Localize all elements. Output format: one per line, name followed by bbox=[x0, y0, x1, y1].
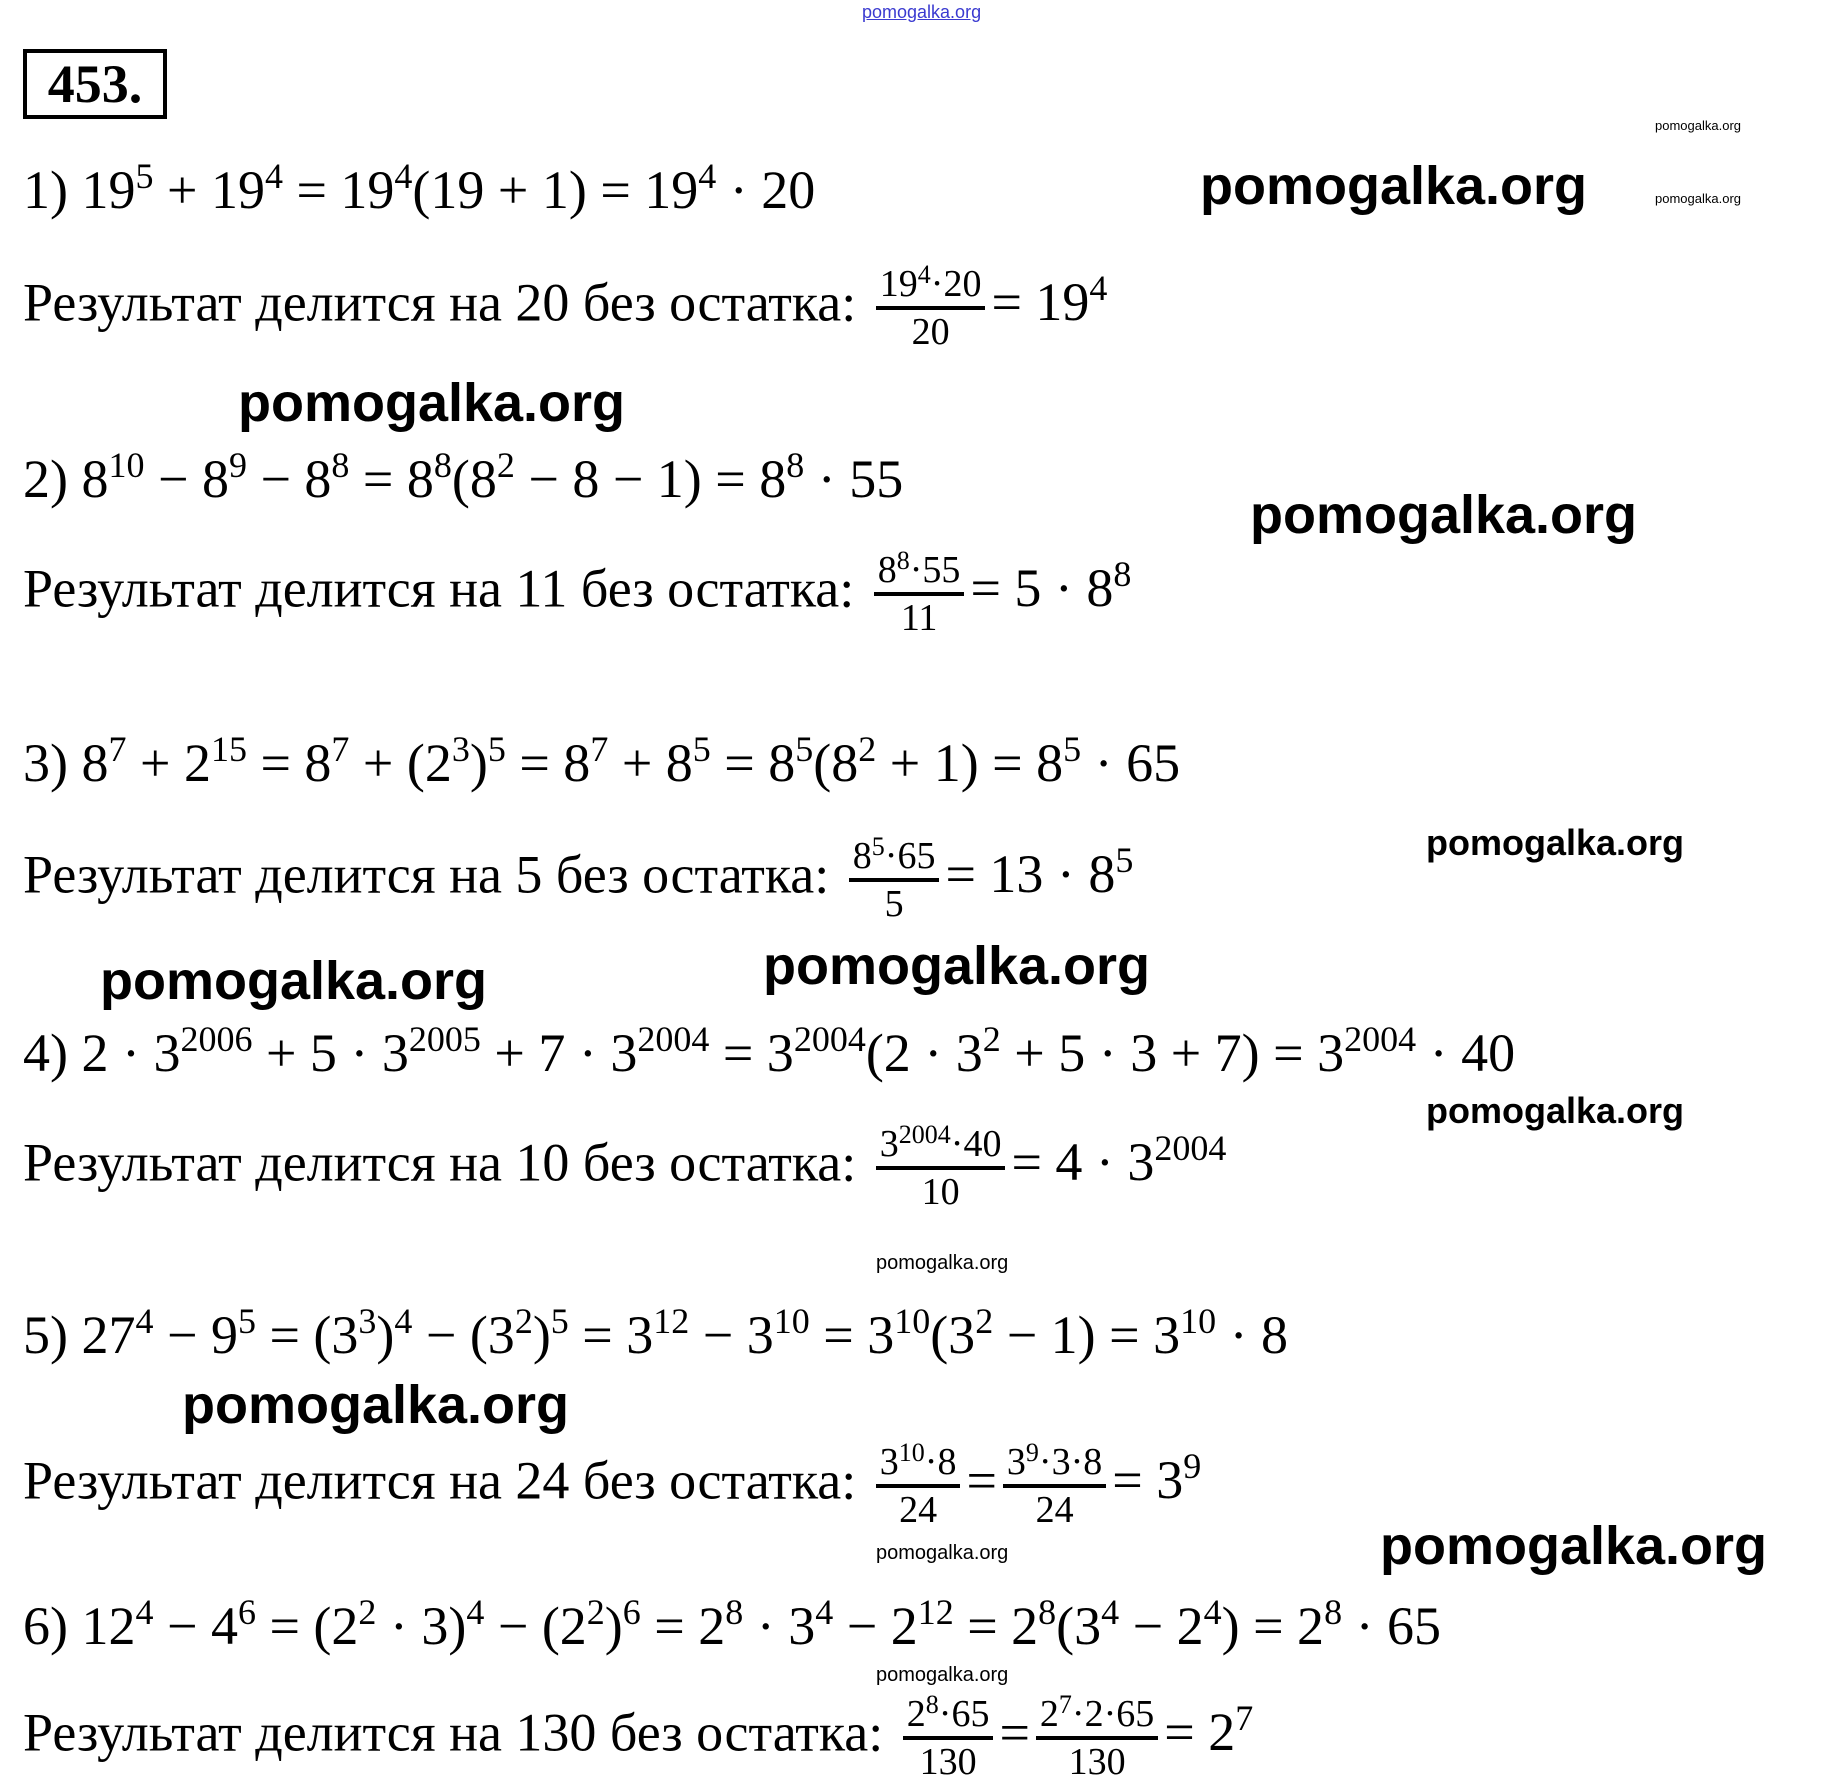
math-exponent: 4 bbox=[815, 1592, 834, 1633]
math-base: (8 bbox=[813, 733, 859, 793]
math-base: 3 bbox=[879, 1441, 899, 1483]
math-base: + 8 bbox=[608, 733, 693, 793]
math-base: ) bbox=[532, 1305, 551, 1365]
math-base: = 4 · 3 bbox=[1011, 1132, 1155, 1193]
header-watermark-link[interactable]: pomogalka.org bbox=[862, 2, 982, 22]
math-exponent: 8 bbox=[433, 445, 452, 486]
math-base: = 2 bbox=[953, 1596, 1039, 1656]
math-base: 2 bbox=[1039, 1693, 1059, 1735]
math-base: · 3 bbox=[743, 1596, 816, 1656]
math-base: = 19 bbox=[991, 272, 1090, 333]
math-exponent: 5 bbox=[795, 729, 814, 770]
result-line bbox=[23, 1692, 1253, 1784]
fraction bbox=[874, 548, 965, 640]
numerator bbox=[903, 1692, 994, 1740]
watermark: pomogalka.org bbox=[1655, 118, 1741, 133]
math-base: − 4 bbox=[153, 1596, 238, 1656]
denominator: 130 bbox=[919, 1741, 977, 1783]
math-base: = bbox=[999, 1702, 1030, 1763]
math-exponent: 5 bbox=[692, 729, 711, 770]
math-exponent: 5 bbox=[487, 729, 506, 770]
math-base: − 1) = 3 bbox=[993, 1305, 1181, 1365]
watermark: pomogalka.org bbox=[1655, 191, 1741, 206]
math-base: 8 bbox=[877, 549, 897, 591]
math-base: (2 · 3 bbox=[865, 1023, 983, 1083]
math-exponent: 4 bbox=[135, 1301, 154, 1342]
math-exponent: 8 bbox=[1113, 554, 1132, 595]
math-base: ·65 bbox=[938, 1693, 990, 1735]
math-exponent: 4 bbox=[1101, 1592, 1120, 1633]
math-exponent: 9 bbox=[1025, 1438, 1039, 1467]
math-exponent: 2 bbox=[586, 1592, 605, 1633]
math-expression bbox=[970, 554, 1132, 619]
result-line bbox=[23, 1440, 1201, 1532]
math-base: = 5 · 8 bbox=[970, 558, 1114, 619]
watermark: pomogalka.org bbox=[1380, 1516, 1768, 1576]
math-base: = bbox=[966, 1450, 997, 1511]
math-base: = 8 bbox=[349, 449, 434, 509]
fraction bbox=[903, 1692, 994, 1784]
fraction bbox=[1003, 1440, 1106, 1532]
problem-label: 5) bbox=[23, 1305, 82, 1365]
watermark: pomogalka.org bbox=[763, 936, 1151, 996]
math-base: ·40 bbox=[950, 1123, 1002, 1165]
math-exponent: 10 bbox=[898, 1438, 925, 1467]
math-exponent: 4 bbox=[1089, 268, 1108, 309]
math-base: − (2 bbox=[484, 1596, 587, 1656]
math-exponent: 10 bbox=[108, 445, 145, 486]
numerator bbox=[1003, 1440, 1106, 1488]
math-base: (19 + 1) = 19 bbox=[412, 160, 699, 220]
numerator bbox=[1036, 1692, 1158, 1740]
result-text: Результат делится на 130 без остатка: bbox=[23, 1702, 897, 1763]
math-exponent: 8 bbox=[725, 1592, 744, 1633]
result-text: Результат делится на 20 без остатка: bbox=[23, 272, 870, 333]
math-base: = 2 bbox=[640, 1596, 726, 1656]
math-base: 12 bbox=[81, 1596, 136, 1656]
math-exponent: 8 bbox=[331, 445, 350, 486]
math-base: 19 bbox=[879, 263, 918, 305]
math-base: ) bbox=[376, 1305, 395, 1365]
fraction bbox=[849, 834, 940, 926]
math-exponent: 5 bbox=[550, 1301, 569, 1342]
math-base: (3 bbox=[930, 1305, 976, 1365]
watermark: pomogalka.org bbox=[876, 1252, 1009, 1274]
problem-label: 1) bbox=[23, 160, 82, 220]
math-exponent: 8 bbox=[896, 546, 910, 575]
equation-line bbox=[23, 1300, 1288, 1370]
math-base: 8 bbox=[81, 733, 109, 793]
math-exponent: 8 bbox=[1324, 1592, 1343, 1633]
math-base: · 40 bbox=[1416, 1023, 1516, 1083]
math-base: · 20 bbox=[716, 160, 816, 220]
math-exponent: 2 bbox=[496, 445, 515, 486]
math-base: + (2 bbox=[349, 733, 452, 793]
problem-label: 3) bbox=[23, 733, 82, 793]
math-base: · 65 bbox=[1081, 733, 1181, 793]
result-line bbox=[23, 1122, 1226, 1214]
fraction bbox=[876, 1440, 961, 1532]
math-exponent: 2 bbox=[982, 1019, 1001, 1060]
equation-line bbox=[23, 1018, 1515, 1088]
math-exponent: 8 bbox=[925, 1690, 939, 1719]
result-text: Результат делится на 10 без остатка: bbox=[23, 1132, 870, 1193]
result-line bbox=[23, 548, 1131, 640]
math-base: · 3) bbox=[376, 1596, 467, 1656]
denominator: 130 bbox=[1068, 1741, 1126, 1783]
math-base: + 2 bbox=[126, 733, 211, 793]
math-base: − 3 bbox=[689, 1305, 774, 1365]
fraction bbox=[876, 262, 986, 354]
math-expression bbox=[991, 268, 1108, 333]
math-exponent: 4 bbox=[264, 156, 283, 197]
math-base: ·65 bbox=[884, 835, 936, 877]
result-text: Результат делится на 5 без остатка: bbox=[23, 844, 843, 905]
watermark: pomogalka.org bbox=[238, 373, 626, 433]
math-base: ) bbox=[469, 733, 488, 793]
math-exponent: 2004 bbox=[637, 1019, 710, 1060]
numerator bbox=[876, 262, 986, 310]
result-text: Результат делится на 11 без остатка: bbox=[23, 558, 868, 619]
math-exponent: 2005 bbox=[408, 1019, 481, 1060]
math-exponent: 6 bbox=[237, 1592, 256, 1633]
math-base: = 2 bbox=[1164, 1702, 1236, 1763]
math-exponent: 8 bbox=[786, 445, 805, 486]
denominator: 20 bbox=[911, 311, 950, 353]
math-base: 8 bbox=[852, 835, 872, 877]
math-base: = 3 bbox=[709, 1023, 794, 1083]
math-base: 2 · 3 bbox=[81, 1023, 181, 1083]
math-exponent: 2004 bbox=[1154, 1128, 1227, 1169]
watermark: pomogalka.org bbox=[1426, 822, 1685, 863]
math-exponent: 10 bbox=[894, 1301, 931, 1342]
math-base: · 65 bbox=[1342, 1596, 1442, 1656]
math-base: = (3 bbox=[255, 1305, 359, 1365]
equation-line bbox=[23, 155, 815, 225]
math-base: (8 bbox=[451, 449, 497, 509]
math-exponent: 4 bbox=[135, 1592, 154, 1633]
math-base: ·20 bbox=[930, 263, 982, 305]
math-exponent: 5 bbox=[1115, 840, 1134, 881]
math-expression bbox=[945, 840, 1134, 905]
watermark: pomogalka.org bbox=[1200, 156, 1588, 216]
math-expression bbox=[1011, 1128, 1227, 1193]
math-exponent: 10 bbox=[773, 1301, 810, 1342]
math-exponent: 4 bbox=[466, 1592, 485, 1633]
equation-line bbox=[23, 728, 1180, 798]
math-base: · 8 bbox=[1216, 1305, 1289, 1365]
math-exponent: 5 bbox=[135, 156, 154, 197]
math-exponent: 5 bbox=[237, 1301, 256, 1342]
denominator: 24 bbox=[899, 1489, 938, 1531]
math-exponent: 4 bbox=[917, 260, 931, 289]
math-base: ·55 bbox=[909, 549, 961, 591]
problem-number: 453. bbox=[23, 49, 167, 119]
denominator: 10 bbox=[921, 1171, 960, 1213]
watermark: pomogalka.org bbox=[182, 1375, 570, 1435]
math-base: − 8 − 1) = 8 bbox=[514, 449, 787, 509]
math-base: + 7 · 3 bbox=[480, 1023, 638, 1083]
math-base: − 9 bbox=[153, 1305, 238, 1365]
watermark: pomogalka.org bbox=[1250, 485, 1638, 545]
math-exponent: 15 bbox=[210, 729, 247, 770]
math-base: = 19 bbox=[282, 160, 395, 220]
math-base: ) bbox=[604, 1596, 623, 1656]
math-exponent: 3 bbox=[451, 729, 470, 770]
equation-line bbox=[23, 1591, 1441, 1661]
math-base: − 8 bbox=[246, 449, 332, 509]
math-base: 3 bbox=[1006, 1441, 1026, 1483]
math-base: = 3 bbox=[568, 1305, 654, 1365]
equation-line bbox=[23, 444, 903, 514]
math-expression bbox=[999, 1702, 1029, 1762]
math-base: + 19 bbox=[153, 160, 265, 220]
math-base: = 8 bbox=[505, 733, 591, 793]
math-base: · 55 bbox=[804, 449, 904, 509]
math-base: ·2·65 bbox=[1071, 1693, 1155, 1735]
numerator bbox=[874, 548, 965, 596]
math-base: ·8 bbox=[924, 1441, 957, 1483]
problem-label: 6) bbox=[23, 1596, 82, 1656]
math-exponent: 4 bbox=[394, 1301, 413, 1342]
result-line bbox=[23, 262, 1107, 354]
numerator bbox=[849, 834, 940, 882]
math-expression bbox=[1112, 1446, 1202, 1511]
math-base: ·3·8 bbox=[1038, 1441, 1103, 1483]
math-exponent: 7 bbox=[108, 729, 127, 770]
math-exponent: 2004 bbox=[793, 1019, 866, 1060]
math-base: = 8 bbox=[710, 733, 796, 793]
numerator bbox=[876, 1440, 961, 1488]
math-exponent: 2006 bbox=[180, 1019, 253, 1060]
watermark: pomogalka.org bbox=[876, 1542, 1009, 1564]
math-expression bbox=[966, 1450, 996, 1510]
problem-label: 2) bbox=[23, 449, 82, 509]
math-exponent: 8 bbox=[1038, 1592, 1057, 1633]
math-exponent: 10 bbox=[1180, 1301, 1217, 1342]
math-base: = 8 bbox=[246, 733, 332, 793]
problem-label: 4) bbox=[23, 1023, 82, 1083]
result-text: Результат делится на 24 без остатка: bbox=[23, 1450, 870, 1511]
math-exponent: 2 bbox=[858, 729, 877, 770]
math-exponent: 5 bbox=[871, 832, 885, 861]
math-base: + 5 · 3 + 7) = 3 bbox=[1000, 1023, 1345, 1083]
math-base: 27 bbox=[81, 1305, 136, 1365]
math-exponent: 2004 bbox=[898, 1120, 951, 1149]
math-exponent: 9 bbox=[228, 445, 247, 486]
numerator bbox=[876, 1122, 1006, 1170]
math-expression bbox=[1164, 1698, 1254, 1763]
watermark: pomogalka.org bbox=[100, 951, 488, 1011]
math-exponent: 7 bbox=[1235, 1698, 1254, 1739]
math-exponent: 2 bbox=[975, 1301, 994, 1342]
math-exponent: 4 bbox=[698, 156, 717, 197]
denominator: 24 bbox=[1035, 1489, 1074, 1531]
math-exponent: 12 bbox=[917, 1592, 954, 1633]
math-exponent: 12 bbox=[653, 1301, 690, 1342]
math-base: − (3 bbox=[412, 1305, 515, 1365]
math-exponent: 2 bbox=[514, 1301, 533, 1342]
result-line bbox=[23, 834, 1133, 926]
math-base: = 3 bbox=[1112, 1450, 1184, 1511]
denominator: 5 bbox=[884, 883, 904, 925]
math-exponent: 7 bbox=[590, 729, 609, 770]
math-exponent: 2 bbox=[358, 1592, 377, 1633]
watermark: pomogalka.org bbox=[876, 1664, 1009, 1686]
denominator: 11 bbox=[900, 597, 938, 639]
watermark: pomogalka.org bbox=[1426, 1090, 1685, 1131]
math-base: 3 bbox=[879, 1123, 899, 1165]
math-base: = 3 bbox=[809, 1305, 895, 1365]
math-base: 19 bbox=[81, 160, 136, 220]
math-base: ) = 2 bbox=[1221, 1596, 1325, 1656]
math-base: = 13 · 8 bbox=[945, 844, 1116, 905]
math-exponent: 7 bbox=[331, 729, 350, 770]
math-exponent: 6 bbox=[622, 1592, 641, 1633]
math-exponent: 9 bbox=[1183, 1446, 1202, 1487]
math-base: + 5 · 3 bbox=[252, 1023, 409, 1083]
math-base: − 8 bbox=[144, 449, 229, 509]
math-exponent: 5 bbox=[1063, 729, 1082, 770]
math-base: 8 bbox=[81, 449, 109, 509]
fraction bbox=[876, 1122, 1006, 1214]
math-exponent: 4 bbox=[394, 156, 413, 197]
math-exponent: 4 bbox=[1203, 1592, 1222, 1633]
math-exponent: 2004 bbox=[1344, 1019, 1417, 1060]
math-base: − 2 bbox=[1119, 1596, 1204, 1656]
math-exponent: 7 bbox=[1058, 1690, 1072, 1719]
math-base: = (2 bbox=[255, 1596, 359, 1656]
fraction bbox=[1036, 1692, 1158, 1784]
math-base: + 1) = 8 bbox=[876, 733, 1064, 793]
math-base: − 2 bbox=[833, 1596, 918, 1656]
math-base: 2 bbox=[906, 1693, 926, 1735]
math-base: (3 bbox=[1056, 1596, 1102, 1656]
math-exponent: 3 bbox=[358, 1301, 377, 1342]
